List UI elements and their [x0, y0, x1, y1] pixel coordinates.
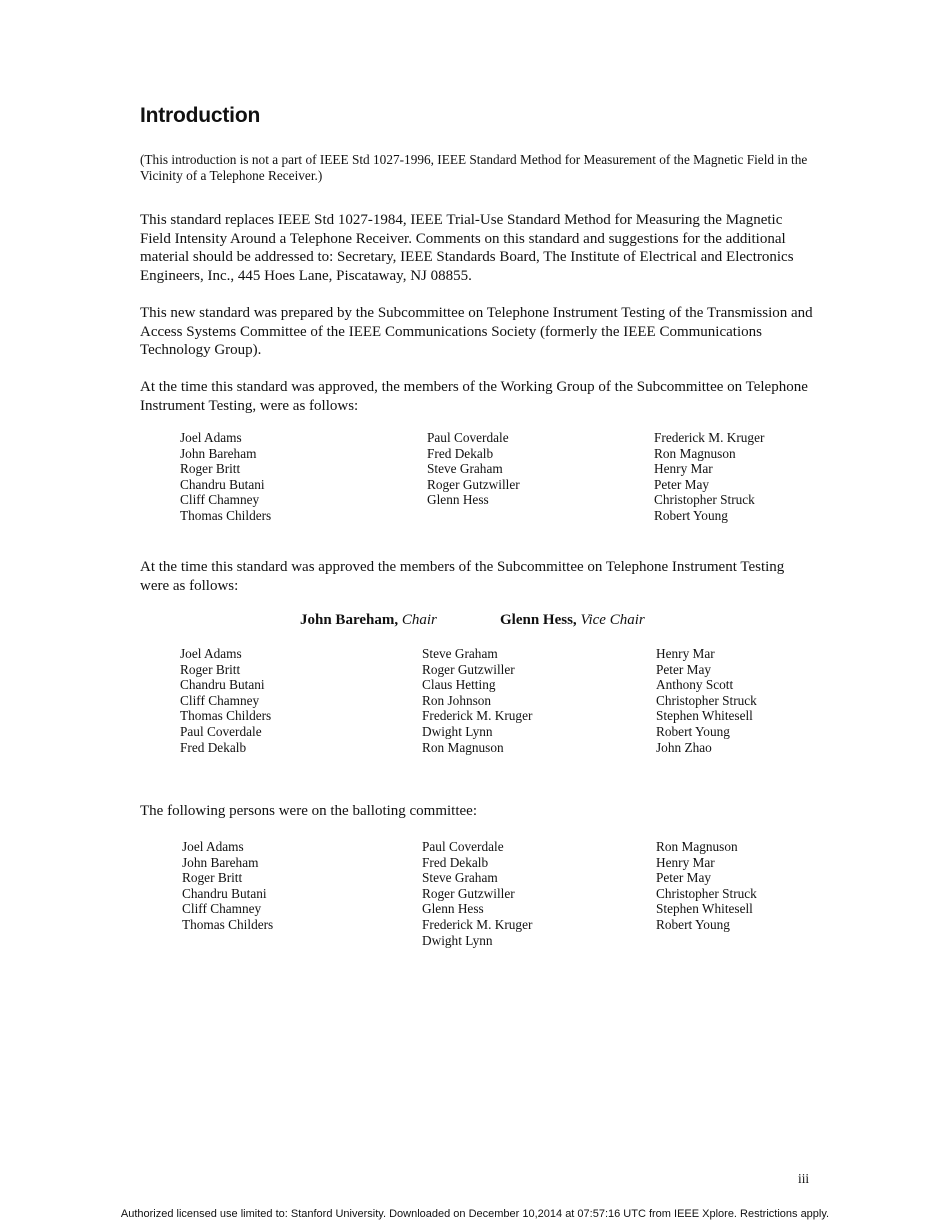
- member-name: Robert Young: [656, 916, 730, 932]
- member-name: Frederick M. Kruger: [422, 916, 533, 932]
- paragraph-working-group: At the time this standard was approved, the members of the Working Group of the Subcommittee on Telephone Instrument Testing, were as follows:: [140, 379, 808, 414]
- member-name: Robert Young: [654, 507, 728, 523]
- member-name: Steve Graham: [422, 646, 498, 661]
- member-name: Robert Young: [656, 723, 730, 739]
- member-name: Stephen Whitesell: [656, 708, 753, 724]
- member-name: Ron Magnuson: [422, 739, 504, 755]
- balloting-column: [182, 839, 273, 933]
- member-name: Cliff Chamney: [180, 692, 260, 708]
- subcommittee-column: [656, 646, 757, 755]
- paragraph-prepared-by: This new standard was prepared by the Subcommittee on Telephone Instrument Testing of the Transmission and Access Systems Committee of the IEEE Communications Society (formerly the IEEE Communications Technology Group).: [140, 305, 813, 359]
- member-name: Roger Britt: [180, 661, 241, 677]
- member-name: John Bareham: [182, 854, 259, 870]
- subcommittee-column: [422, 646, 532, 755]
- member-name: Frederick M. Kruger: [422, 708, 533, 724]
- access-footer: Authorized licensed use limited to: Stanford University. Downloaded on December 10,2014 at 07:57:16 UTC from IEEE Xplore. Restrictions apply.: [120, 1208, 830, 1220]
- member-name: Henry Mar: [654, 461, 713, 477]
- vice-chair-name: Glenn Hess,: [500, 612, 577, 628]
- member-name: Dwight Lynn: [422, 723, 493, 739]
- member-name: Steve Graham: [422, 870, 498, 886]
- member-name: Roger Gutzwiller: [422, 885, 515, 901]
- member-name: Christopher Struck: [656, 692, 757, 708]
- vice-chair-line: [500, 612, 645, 629]
- member-name: Frederick M. Kruger: [654, 430, 765, 445]
- member-name: Ron Johnson: [422, 692, 492, 708]
- member-name: Claus Hetting: [422, 677, 496, 693]
- member-name: Ron Magnuson: [654, 445, 736, 461]
- member-name: Peter May: [656, 870, 712, 886]
- member-name: Glenn Hess: [427, 492, 489, 508]
- member-name: Peter May: [656, 661, 712, 677]
- member-name: Ron Magnuson: [656, 839, 738, 854]
- member-name: Thomas Childers: [180, 507, 272, 523]
- member-name: Christopher Struck: [654, 492, 755, 508]
- member-name: Chandru Butani: [180, 677, 265, 693]
- member-name: Paul Coverdale: [422, 839, 504, 854]
- member-name: Roger Britt: [182, 870, 243, 886]
- member-name: Paul Coverdale: [180, 723, 262, 739]
- member-name: Cliff Chamney: [180, 492, 260, 508]
- working-group-column: [654, 430, 764, 524]
- member-name: Dwight Lynn: [422, 932, 493, 948]
- member-name: Fred Dekalb: [427, 445, 494, 461]
- member-name: Chandru Butani: [180, 476, 265, 492]
- member-name: Thomas Childers: [180, 708, 272, 724]
- page-title: Introduction: [140, 104, 261, 127]
- paragraph-replaces: This standard replaces IEEE Std 1027-1984, IEEE Trial-Use Standard Method for Measuring the Magnetic Field Intensity Around a Telephone Receiver. Comments on this standard and suggestions for the additional material should be addressed to: Secretary, IEEE Standards Board, The Institute of Electrical and Electronics Engineers, Inc., 445 Hoes Lane, Piscataway, NJ 08855.: [140, 212, 794, 284]
- member-name: Peter May: [654, 476, 710, 492]
- paragraph-subcommittee: At the time this standard was approved the members of the Subcommittee on Telephone Instrument Testing were as follows:: [140, 559, 785, 594]
- working-group-column: [180, 430, 271, 524]
- paragraph-balloting: The following persons were on the balloting committee:: [140, 803, 478, 819]
- introduction-note: (This introduction is not a part of IEEE Std 1027-1996, IEEE Standard Method for Measurement of the Magnetic Field in the Vicinity of a Telephone Receiver.): [140, 152, 808, 183]
- chair-name: John Bareham,: [300, 612, 399, 628]
- member-name: Joel Adams: [180, 430, 242, 445]
- member-name: Fred Dekalb: [422, 854, 489, 870]
- member-name: Cliff Chamney: [182, 901, 262, 917]
- member-name: Stephen Whitesell: [656, 901, 753, 917]
- balloting-column: [656, 839, 757, 933]
- working-group-column: [427, 430, 520, 508]
- member-name: Roger Britt: [180, 461, 241, 477]
- member-name: Thomas Childers: [182, 916, 274, 932]
- chair-role: Chair: [401, 612, 437, 628]
- page-number: iii: [798, 1171, 810, 1186]
- member-name: John Zhao: [656, 739, 712, 755]
- chair-line: [300, 612, 437, 629]
- member-name: Roger Gutzwiller: [422, 661, 515, 677]
- member-name: Steve Graham: [427, 461, 503, 477]
- member-name: Henry Mar: [656, 646, 715, 661]
- member-name: Glenn Hess: [422, 901, 484, 917]
- subcommittee-column: [180, 646, 271, 755]
- member-name: John Bareham: [180, 445, 257, 461]
- member-name: Henry Mar: [656, 854, 715, 870]
- member-name: Chandru Butani: [182, 885, 267, 901]
- vice-chair-role: Vice Chair: [580, 612, 645, 628]
- member-name: Joel Adams: [182, 839, 244, 854]
- member-name: Fred Dekalb: [180, 739, 247, 755]
- member-name: Roger Gutzwiller: [427, 476, 520, 492]
- member-name: Anthony Scott: [656, 677, 734, 693]
- member-name: Paul Coverdale: [427, 430, 509, 445]
- member-name: Christopher Struck: [656, 885, 757, 901]
- member-name: Joel Adams: [180, 646, 242, 661]
- balloting-column: [422, 839, 532, 948]
